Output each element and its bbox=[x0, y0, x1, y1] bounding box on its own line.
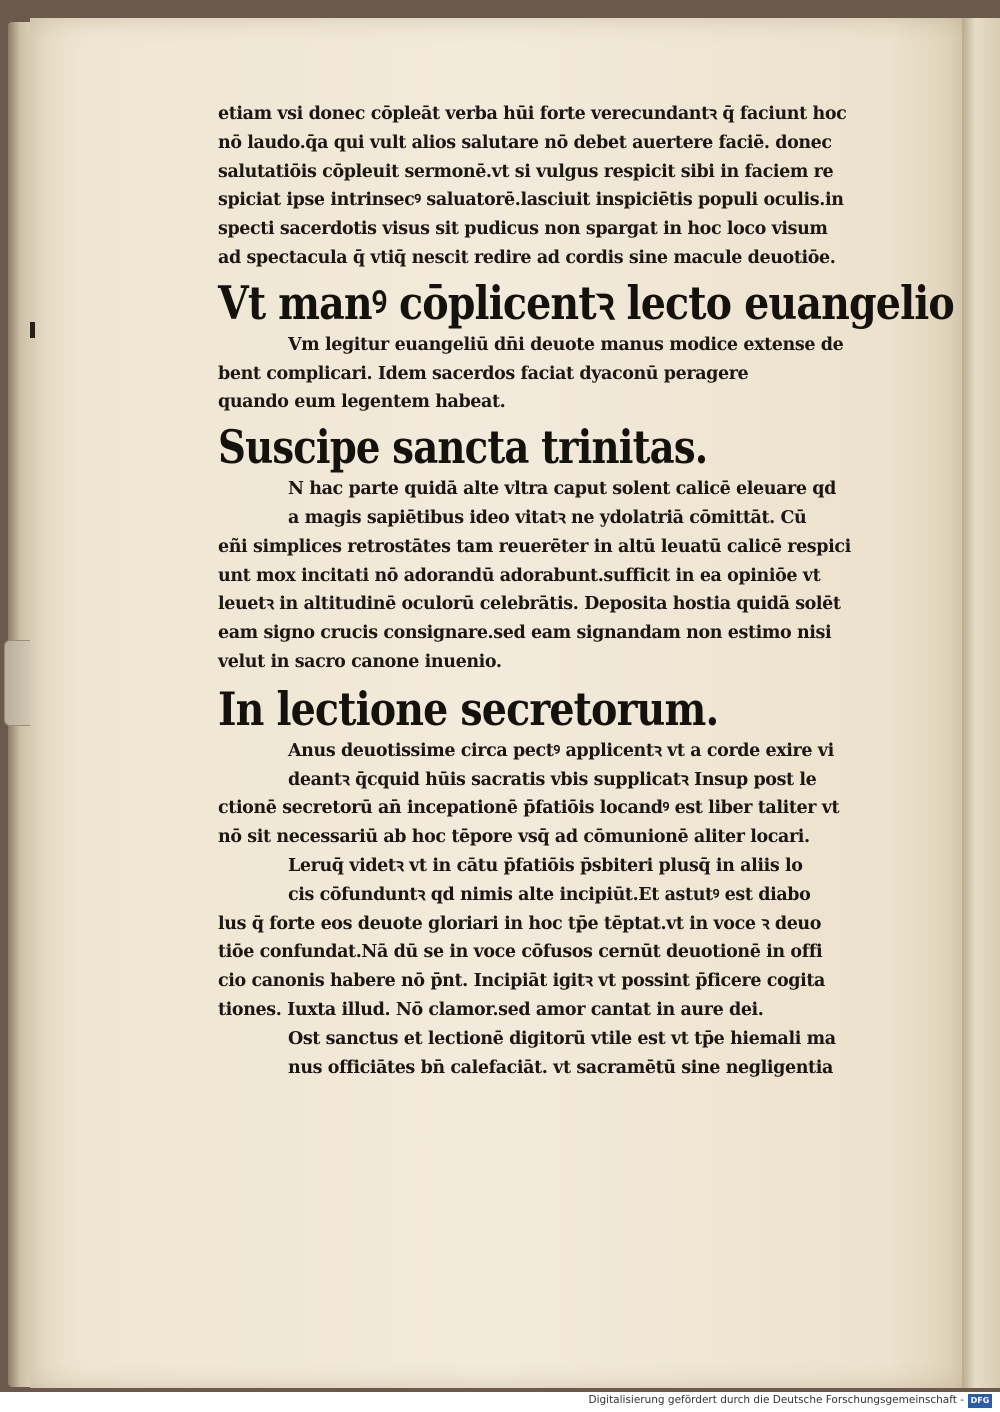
text-line: N hac parte quidā alte vltra caput solent calicē eleuare qd bbox=[288, 479, 836, 500]
text-line: Leruq̄ videtꝛ vt in cātu p̄fatiōis p̄sbiteri plusq̄ in aliis lo bbox=[288, 855, 803, 876]
text-line: Ost sanctus et lectionē digitorū vtile est vt tp̄e hiemali ma bbox=[288, 1028, 836, 1049]
text-line: a magis sapiētibus ideo vitatꝛ ne ydolatriā cōmittāt. Cū bbox=[288, 507, 807, 528]
text-line: leuetꝛ in altitudinē oculorū celebrātis. Deposita hostia quidā solēt bbox=[218, 594, 841, 615]
text-line: specti sacerdotis visus sit pudicus non spargat in hoc loco visum bbox=[218, 219, 828, 240]
text-line: nō laudo.q̄a qui vult alios salutare nō debet auertere faciē. donec bbox=[218, 132, 832, 153]
margin-mark bbox=[30, 322, 35, 338]
text-line: quando eum legentem habeat. bbox=[218, 392, 506, 413]
text-line: etiam vsi donec cōpleāt verba hūi forte verecundantꝛ q̄ faciunt hoc bbox=[218, 104, 847, 124]
text-line: ctionē secretorū an̄ incepationē p̄fatiōis locandꝰ est liber taliter vt bbox=[218, 798, 840, 819]
text-line: Anus deuotissime circa pectꝰ applicentꝛ vt a corde exire vi bbox=[288, 740, 834, 761]
digitization-footer bbox=[0, 1392, 1000, 1412]
text-line: tiones. Iuxta illud. Nō clamor.sed amor cantat in aure dei. bbox=[218, 999, 764, 1020]
text-line: cis cōfunduntꝛ qd nimis alte incipiūt.Et astutꝰ est diabo bbox=[288, 884, 811, 905]
text-line: spiciat ipse intrinsecꝰ saluatorē.lasciuit inspiciētis populi oculis.in bbox=[218, 190, 844, 211]
text-line: bent complicari. Idem sacerdos faciat dyaconū peragere bbox=[218, 363, 749, 384]
text-line: tiōe confundat.Nā dū se in voce cōfusos cernūt deuotionē in offi bbox=[218, 942, 823, 963]
text-line: nus officiātes bn̄ calefaciāt. vt sacramētū sine negligentia bbox=[288, 1057, 833, 1078]
text-line: eam signo crucis consignare.sed eam signandam non estimo nisi bbox=[218, 623, 832, 644]
text-line: velut in sacro canone inuenio. bbox=[218, 651, 502, 672]
text-line: nō sit necessariū ab hoc tēpore vsq̄ ad cōmunionē aliter locari. bbox=[218, 827, 810, 848]
text-line: ad spectacula q̄ vtiq̄ nescit redire ad cordis sine macule deuotiōe. bbox=[218, 247, 836, 268]
text-line: cio canonis habere nō p̄nt. Incipiāt igitꝛ vt possint p̄ficere cogita bbox=[218, 971, 825, 992]
funding-credit: Digitalisierung gefördert durch die Deutsche Forschungsgemeinschaft - bbox=[588, 1394, 964, 1406]
dfg-logo-icon: DFG bbox=[968, 1394, 992, 1408]
text-line: salutatiōis cōpleuit sermonē.vt si vulgus respicit sibi in faciem re bbox=[218, 161, 834, 182]
text-line: eñi simplices retrostātes tam reuerēter in altū leuatū calicē respici bbox=[218, 536, 851, 557]
right-page-edge bbox=[962, 18, 1000, 1388]
text-line: lus q̄ forte eos deuote gloriari in hoc tp̄e tēptat.vt in voce ꝛ deuo bbox=[218, 913, 822, 934]
text-line: deantꝛ q̄cquid hūis sacratis vbis supplicatꝛ Insup post le bbox=[288, 769, 817, 790]
section-heading: Vt manꝰ cōplicentꝛ lecto euangelio bbox=[218, 275, 954, 330]
text-line: Vm legitur euangeliū dn̄i deuote manus modice extense de bbox=[288, 334, 844, 355]
text-line: unt mox incitati nō adorandū adorabunt.sufficit in ea opiniōe vt bbox=[218, 565, 821, 586]
incunable-text-block bbox=[218, 100, 954, 1082]
section-heading: In lectione secretorum. bbox=[218, 681, 719, 736]
section-heading: Suscipe sancta trinitas. bbox=[218, 420, 708, 475]
